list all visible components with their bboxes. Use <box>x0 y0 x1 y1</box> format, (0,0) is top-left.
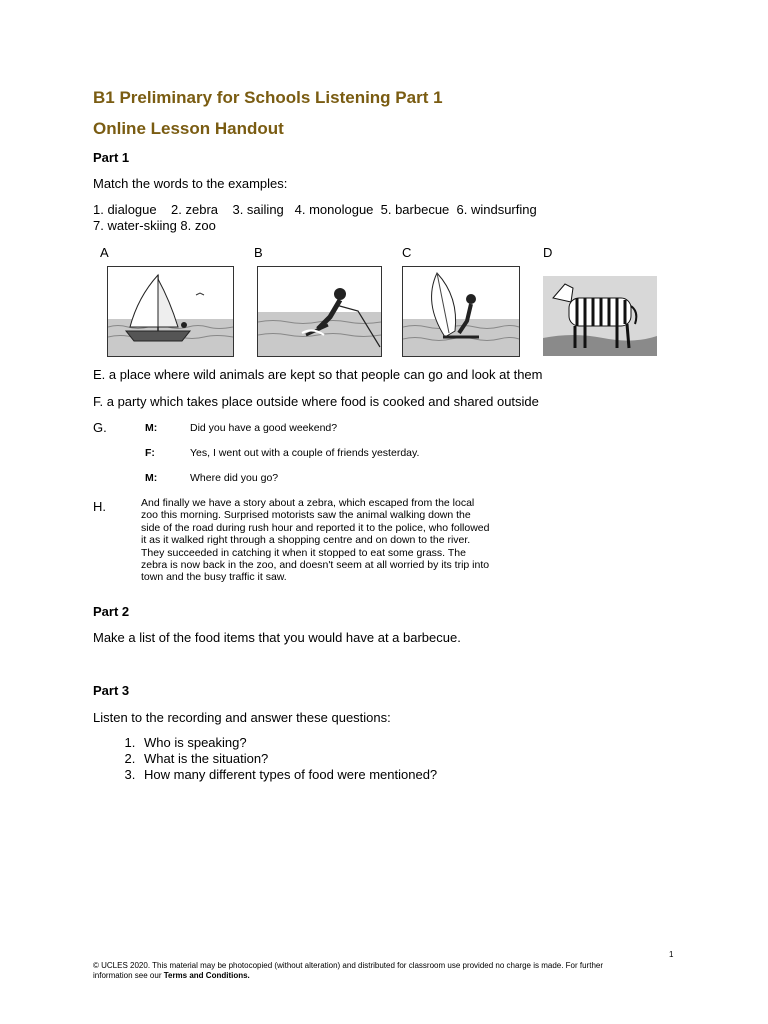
part2-heading: Part 2 <box>93 604 130 619</box>
footer-copyright <box>93 961 683 981</box>
dialogue-speaker: M: <box>145 422 158 434</box>
dialogue-text: Where did you go? <box>190 472 279 484</box>
picture-label-d: D <box>543 245 553 260</box>
water-skier-icon <box>257 266 382 357</box>
picture-label-a: A <box>100 245 109 260</box>
page-title: B1 Preliminary for Schools Listening Part 1 <box>93 88 443 107</box>
part3-instruction: Listen to the recording and answer these questions: <box>93 710 391 725</box>
question-item: 3. How many different types of food were mentioned? <box>139 767 593 783</box>
item-g-label: G. <box>93 420 107 435</box>
dialogue-speaker: F: <box>145 447 155 459</box>
part3-heading: Part 3 <box>93 683 130 698</box>
question-item: 2. What is the situation? <box>139 751 593 767</box>
zebra-icon <box>543 276 657 356</box>
page-number: 1 <box>669 950 674 959</box>
picture-label-c: C <box>402 245 412 260</box>
sailing-boat-icon <box>107 266 234 357</box>
copyright-prefix: information see our <box>93 971 164 980</box>
windsurfer-icon <box>402 266 520 357</box>
question-item: 1. Who is speaking? <box>139 735 593 751</box>
dialogue-line <box>145 422 337 434</box>
item-h-label: H. <box>93 499 106 514</box>
word-list-line1: 1. dialogue 2. zebra 3. sailing 4. monologue 5. barbecue 6. windsurfing <box>93 202 537 217</box>
question-list <box>93 735 593 783</box>
word-list-line2: 7. water-skiing 8. zoo <box>93 218 216 233</box>
part1-heading: Part 1 <box>93 150 130 165</box>
passage-line: town and the busy traffic it saw. <box>141 571 287 584</box>
part2-instruction: Make a list of the food items that you would have at a barbecue. <box>93 630 461 645</box>
definition-f: F. a party which takes place outside where food is cooked and shared outside <box>93 394 539 409</box>
copyright-line2 <box>93 971 683 981</box>
definition-e: E. a place where wild animals are kept so that people can go and look at them <box>93 367 543 382</box>
passage-line: side of the road during rush hour and reported it to the police, who followed <box>141 521 490 534</box>
picture-label-b: B <box>254 245 263 260</box>
passage-line: zebra is now back in the zoo, and doesn't seem at all worried by its trip into <box>141 559 490 572</box>
dialogue-speaker: M: <box>145 472 158 484</box>
passage-line: zoo this morning. Surprised motorists saw the animal walking down the <box>141 509 471 522</box>
terms-link[interactable]: Terms and Conditions. <box>163 971 250 980</box>
page-subtitle: Online Lesson Handout <box>93 119 284 138</box>
monologue-passage <box>141 497 511 584</box>
passage-line: They succeeded in catching it when it stopped to eat some grass. The <box>141 546 466 559</box>
dialogue-line <box>145 472 278 484</box>
dialogue-text: Yes, I went out with a couple of friends yesterday. <box>190 447 420 459</box>
dialogue-line <box>145 447 419 459</box>
passage-line: And finally we have a story about a zebra, which escaped from the local <box>141 497 475 509</box>
passage-line: it as it walked right through a shopping centre and on down to the river. <box>141 534 471 547</box>
part1-instruction: Match the words to the examples: <box>93 176 288 191</box>
dialogue-text: Did you have a good weekend? <box>190 422 338 434</box>
copyright-line: © UCLES 2020. This material may be photocopied (without alteration) and distributed for classroom use provided no charge is made. For further <box>93 961 604 970</box>
